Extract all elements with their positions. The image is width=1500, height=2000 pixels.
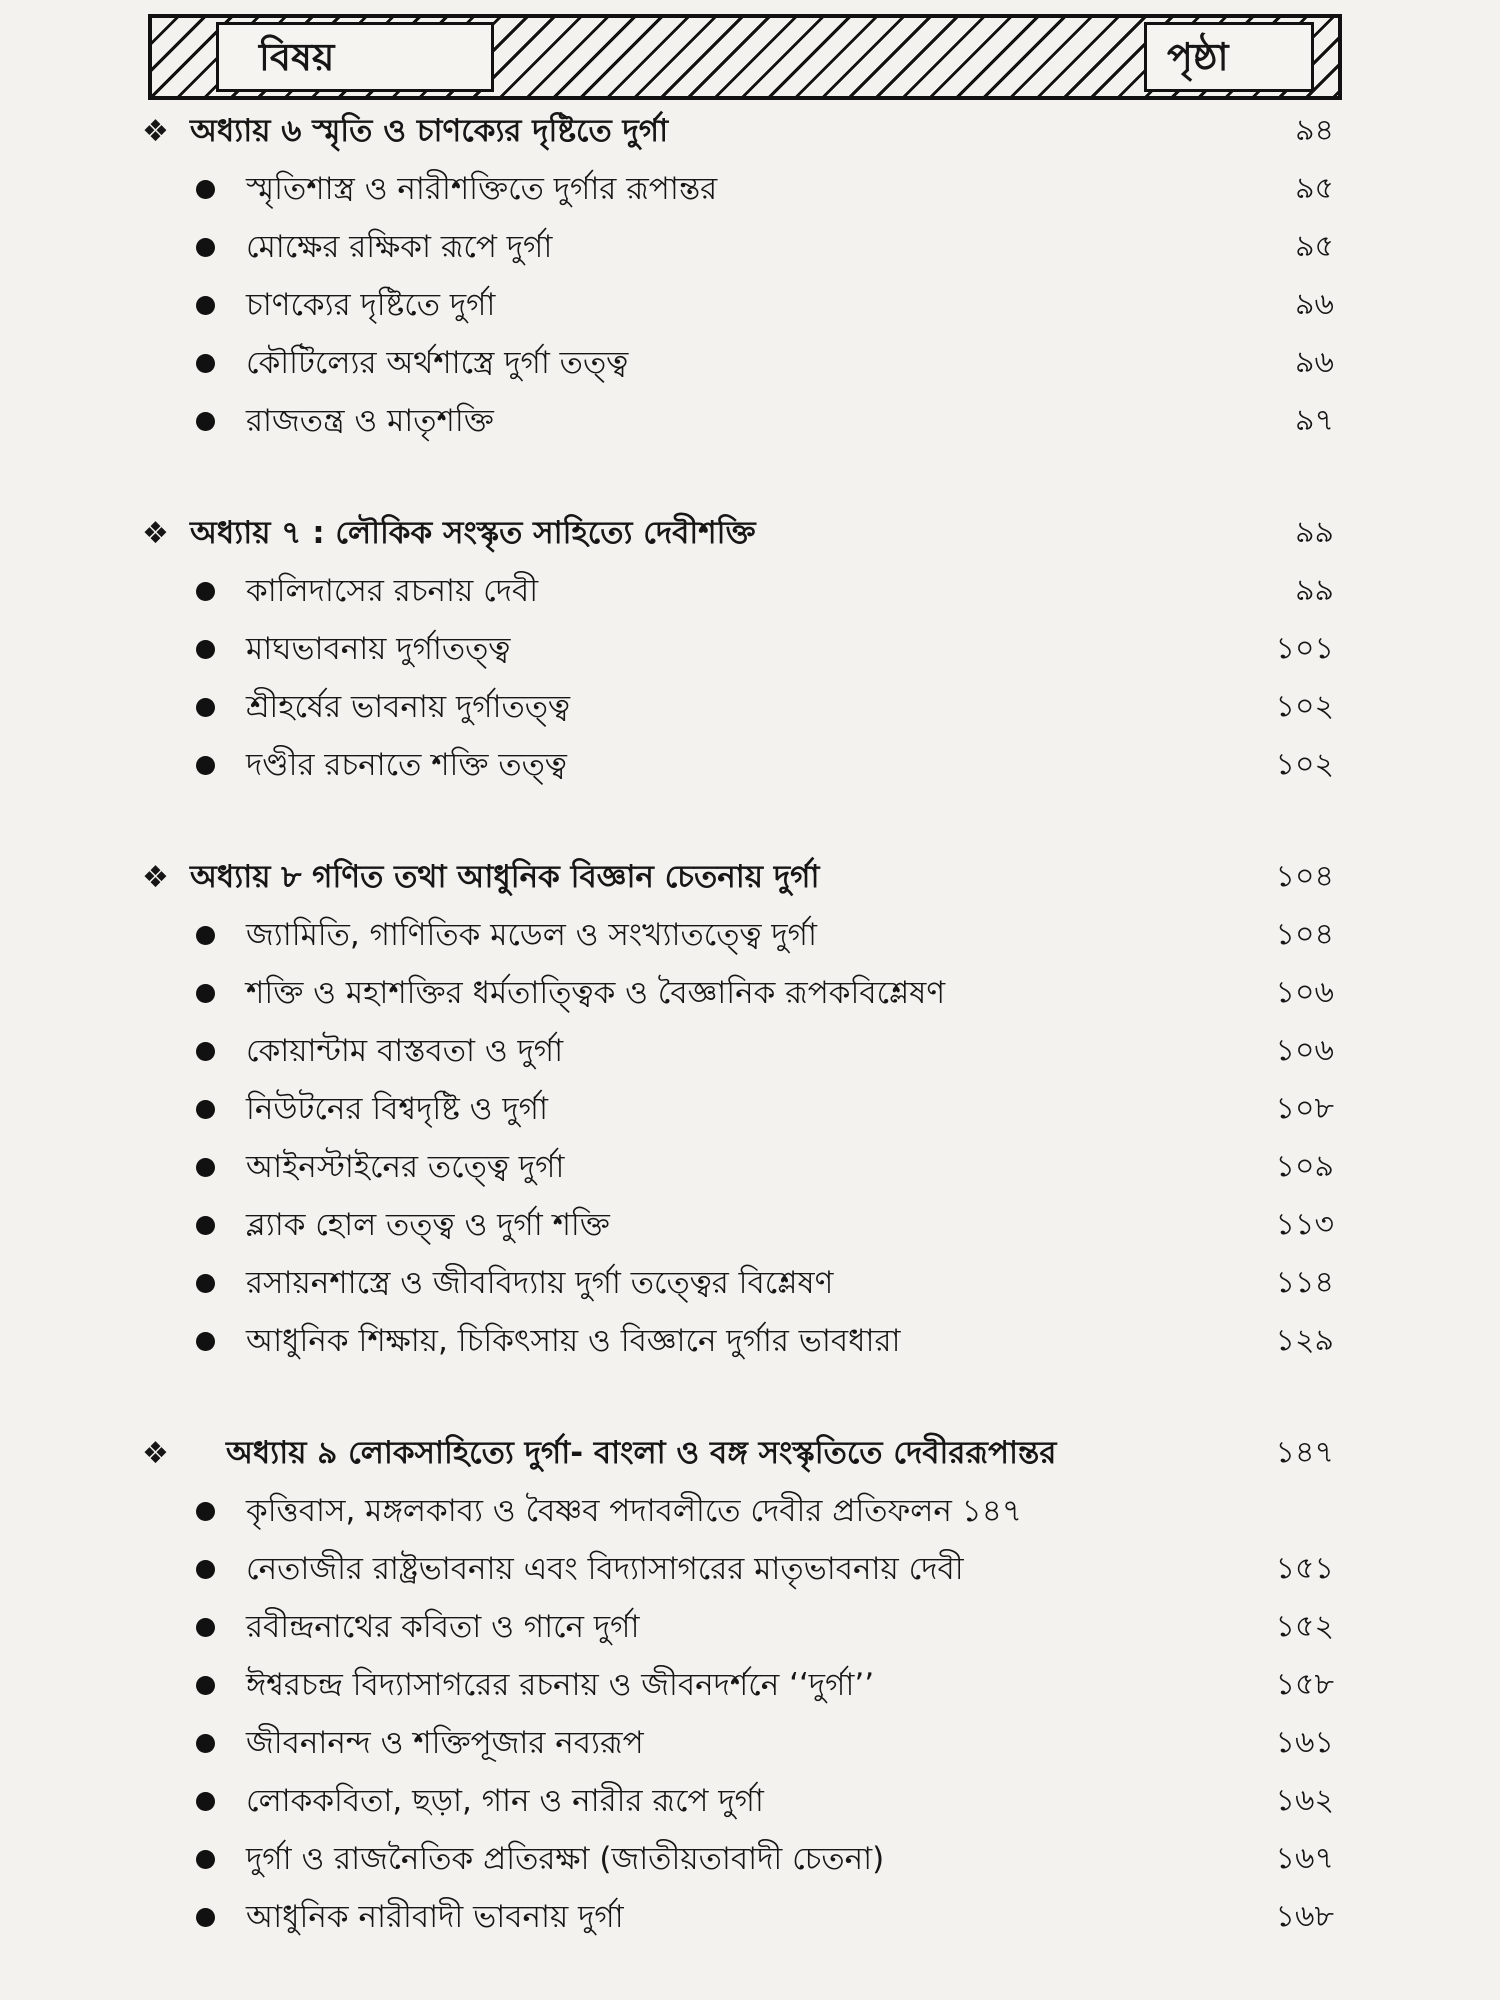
topic-entry [0,968,1500,1018]
round-bullet-icon [196,1332,215,1351]
topic-title: শক্তি ও মহাশক্তির ধর্মতাত্ত্বিক ও বৈজ্ঞানিক রূপকবিশ্লেষণ [246,975,946,1011]
topic-entry [0,1776,1500,1826]
round-bullet-icon [196,1734,215,1753]
page-number: ১১৩ [1275,1207,1334,1242]
topic-entry [0,396,1500,446]
topic-entry [0,1258,1500,1308]
chapter-title: অধ্যায় ৬ স্মৃতি ও চাণক্যের দৃষ্টিতে দুর্গা [190,113,669,149]
topic-entry [0,566,1500,616]
topic-title: নিউটনের বিশ্বদৃষ্টি ও দুর্গা [246,1091,548,1127]
chapter-entry [0,1428,1500,1478]
topic-title: মোক্ষের রক্ষিকা রূপে দুর্গা [246,229,553,265]
subject-column-label: বিষয় [216,22,494,92]
round-bullet-icon [196,582,215,601]
page-number: ১৬৭ [1275,1841,1334,1876]
topic-title: লোককবিতা, ছড়া, গান ও নারীর রূপে দুর্গা [246,1783,764,1819]
round-bullet-icon [196,412,215,431]
diamond-bullet-icon: ❖ [142,114,169,149]
round-bullet-icon [196,1850,215,1869]
topic-entry [0,1026,1500,1076]
round-bullet-icon [196,1274,215,1293]
topic-title: কোয়ান্টাম বাস্তবতা ও দুর্গা [246,1033,564,1069]
round-bullet-icon [196,1502,215,1521]
page-number: ১৫১ [1275,1551,1334,1586]
round-bullet-icon [196,1676,215,1695]
page-number: ৯৬ [1295,345,1334,380]
page-number: ১১৪ [1275,1265,1334,1300]
topic-entry [0,682,1500,732]
round-bullet-icon [196,238,215,257]
topic-entry [0,910,1500,960]
page-number: ১৫৮ [1275,1667,1334,1702]
page-number: ১০৮ [1275,1091,1334,1126]
round-bullet-icon [196,698,215,717]
topic-entry [0,1200,1500,1250]
page-number: ৯৫ [1295,229,1334,264]
page-number: ১০৪ [1275,917,1334,952]
topic-entry [0,1834,1500,1884]
topic-entry [0,1602,1500,1652]
topic-title: মাঘভাবনায় দুর্গাতত্ত্ব [246,631,511,667]
topic-entry [0,624,1500,674]
topic-title: ব্ল্যাক হোল তত্ত্ব ও দুর্গা শক্তি [246,1207,610,1243]
topic-entry [0,1486,1500,1536]
topic-entry [0,1142,1500,1192]
topic-entry [0,1544,1500,1594]
topic-title: নেতাজীর রাষ্ট্রভাবনায় এবং বিদ্যাসাগরের মাতৃভাবনায় দেবী [246,1551,964,1587]
chapter-title: অধ্যায় ৮ গণিত তথা আধুনিক বিজ্ঞান চেতনায় দুর্গা [190,859,820,895]
round-bullet-icon [196,296,215,315]
page-number: ১০৯ [1275,1149,1334,1184]
topic-entry [0,1660,1500,1710]
topic-entry [0,1892,1500,1942]
round-bullet-icon [196,1560,215,1579]
page-number: ৯৬ [1295,287,1334,322]
page-number: ১৬১ [1275,1725,1334,1760]
diamond-bullet-icon: ❖ [142,516,169,551]
page-number: ১৫২ [1275,1609,1334,1644]
topic-entry [0,1316,1500,1366]
topic-title: আধুনিক শিক্ষায়, চিকিৎসায় ও বিজ্ঞানে দুর্গার ভাবধারা [246,1323,901,1359]
page-number: ১২৯ [1275,1323,1334,1358]
page-number: ১০৬ [1275,1033,1334,1068]
topic-title: জীবনানন্দ ও শক্তিপূজার নব্যরূপ [246,1725,644,1761]
round-bullet-icon [196,1158,215,1177]
topic-title: আইনস্টাইনের তত্ত্বে দুর্গা [246,1149,565,1185]
topic-title: রাজতন্ত্র ও মাতৃশক্তি [246,403,494,439]
topic-title: জ্যামিতি, গাণিতিক মডেল ও সংখ্যাতত্ত্বে দুর্গা [246,917,817,953]
topic-title: রসায়নশাস্ত্রে ও জীববিদ্যায় দুর্গা তত্ত্বের বিশ্লেষণ [246,1265,834,1301]
topic-entry [0,338,1500,388]
page-number: ১৪৭ [1275,1435,1334,1470]
page-number: ৯৯ [1295,573,1334,608]
topic-title: কৃত্তিবাস, মঙ্গলকাব্য ও বৈষ্ণব পদাবলীতে দেবীর প্রতিফলন ১৪৭ [246,1493,1023,1529]
topic-title: ঈশ্বরচন্দ্র বিদ্যাসাগরের রচনায় ও জীবনদর্শনে ‘‘দুর্গা’’ [246,1667,875,1703]
round-bullet-icon [196,1042,215,1061]
diamond-bullet-icon: ❖ [142,1436,169,1471]
topic-entry [0,1718,1500,1768]
round-bullet-icon [196,1792,215,1811]
round-bullet-icon [196,1618,215,1637]
topic-entry [0,280,1500,330]
page-number: ৯৪ [1295,113,1334,148]
page-number: ১০১ [1275,631,1334,666]
round-bullet-icon [196,1216,215,1235]
topic-title: স্মৃতিশাস্ত্র ও নারীশক্তিতে দুর্গার রূপান্তর [246,171,718,207]
page-number: ১৬৮ [1275,1899,1334,1934]
topic-title: শ্রীহর্ষের ভাবনায় দুর্গাতত্ত্ব [246,689,571,725]
chapter-title: অধ্যায় ৯ লোকসাহিত্যে দুর্গা- বাংলা ও বঙ্গ সংস্কৃতিতে দেবীররূপান্তর [226,1435,1057,1471]
page-number: ৯৫ [1295,171,1334,206]
chapter-title: অধ্যায় ৭ : লৌকিক সংস্কৃত সাহিত্যে দেবীশক্তি [190,515,756,551]
page-number: ১৬২ [1275,1783,1334,1818]
page-column-label: পৃষ্ঠা [1144,22,1314,92]
round-bullet-icon [196,984,215,1003]
chapter-entry [0,106,1500,156]
page-number: ১০২ [1275,747,1334,782]
topic-title: দণ্ডীর রচনাতে শক্তি তত্ত্ব [246,747,567,783]
topic-title: আধুনিক নারীবাদী ভাবনায় দুর্গা [246,1899,624,1935]
topic-entry [0,740,1500,790]
topic-title: কৌটিল্যের অর্থশাস্ত্রে দুর্গা তত্ত্ব [246,345,629,381]
round-bullet-icon [196,640,215,659]
page-number: ৯৭ [1295,403,1334,438]
topic-entry [0,1084,1500,1134]
round-bullet-icon [196,756,215,775]
page-number: ১০৪ [1275,859,1334,894]
chapter-entry [0,508,1500,558]
page-number: ১০৬ [1275,975,1334,1010]
page-number: ৯৯ [1295,515,1334,550]
topic-entry [0,222,1500,272]
round-bullet-icon [196,1100,215,1119]
page-number: ১০২ [1275,689,1334,724]
round-bullet-icon [196,926,215,945]
topic-entry [0,164,1500,214]
topic-title: চাণক্যের দৃষ্টিতে দুর্গা [246,287,496,323]
round-bullet-icon [196,180,215,199]
round-bullet-icon [196,1908,215,1927]
chapter-entry [0,852,1500,902]
diamond-bullet-icon: ❖ [142,860,169,895]
round-bullet-icon [196,354,215,373]
topic-title: রবীন্দ্রনাথের কবিতা ও গানে দুর্গা [246,1609,640,1645]
topic-title: দুর্গা ও রাজনৈতিক প্রতিরক্ষা (জাতীয়তাবাদী চেতনা) [246,1841,885,1877]
topic-title: কালিদাসের রচনায় দেবী [246,573,539,609]
